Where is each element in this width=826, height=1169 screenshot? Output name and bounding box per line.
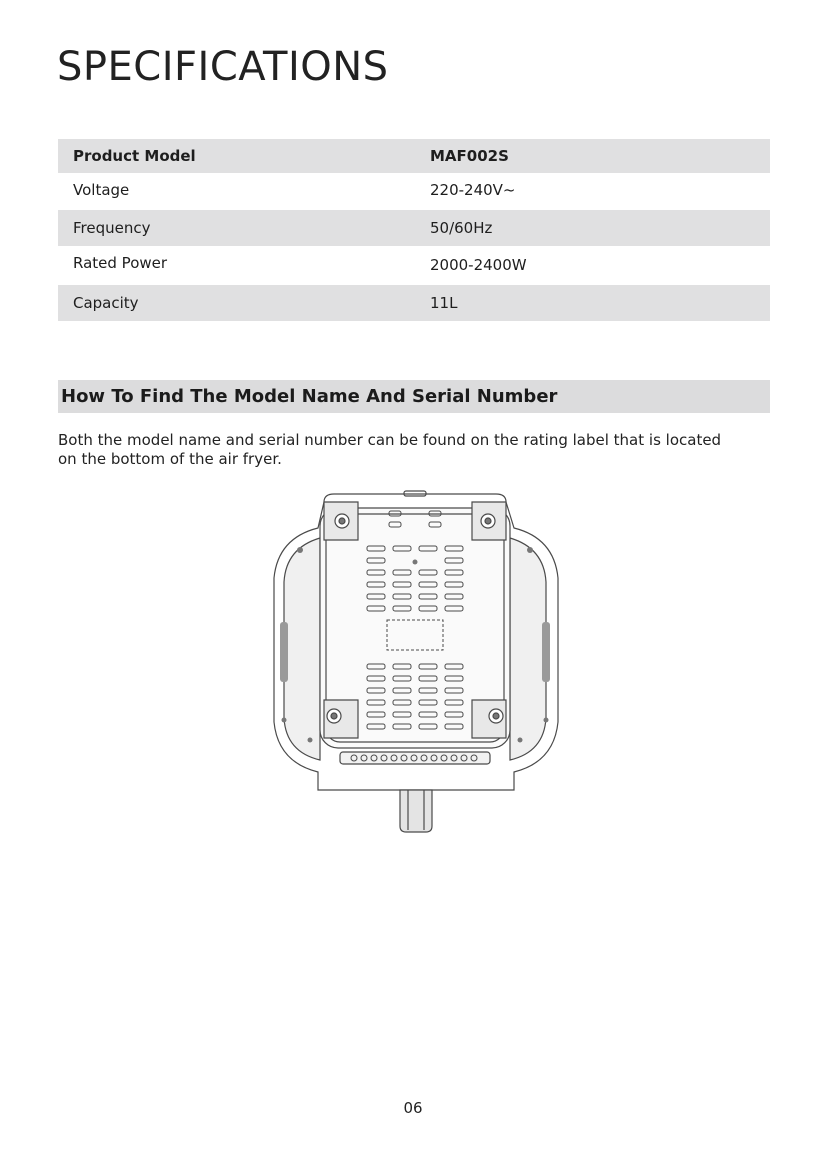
- spec-label: Capacity: [73, 294, 139, 312]
- section-header: [58, 380, 770, 413]
- page-title: SPECIFICATIONS: [57, 44, 389, 90]
- spec-label: Frequency: [73, 219, 151, 237]
- spec-value: 2000-2400W: [430, 256, 527, 274]
- table-row-frequency: [58, 210, 770, 246]
- section-paragraph: [58, 431, 770, 469]
- corner-foot-bottom-right: [472, 700, 506, 738]
- page-number: 06: [403, 1099, 423, 1117]
- corner-foot-top-left: [324, 502, 358, 540]
- specifications-table: [58, 139, 770, 321]
- spec-value: 220-240V~: [430, 181, 516, 199]
- paragraph-line-2: on the bottom of the air fryer.: [58, 450, 282, 468]
- table-row-rated-power: [58, 246, 770, 285]
- table-row-capacity: [58, 285, 770, 321]
- section-heading: How To Find The Model Name And Serial Number: [61, 386, 558, 407]
- air-fryer-bottom-illustration: [262, 490, 568, 835]
- spec-label: Voltage: [73, 181, 130, 199]
- paragraph-line-1: Both the model name and serial number can be found on the rating label that is located: [58, 431, 722, 449]
- spec-value: 11L: [430, 294, 458, 312]
- corner-foot-bottom-left: [324, 700, 358, 738]
- corner-foot-top-right: [472, 502, 506, 540]
- spec-label: Rated Power: [73, 254, 168, 272]
- spec-value: MAF002S: [430, 147, 509, 165]
- spec-label: Product Model: [73, 147, 196, 165]
- table-row-product-model: [58, 139, 770, 173]
- table-row-voltage: [58, 173, 770, 210]
- spec-value: 50/60Hz: [430, 219, 493, 237]
